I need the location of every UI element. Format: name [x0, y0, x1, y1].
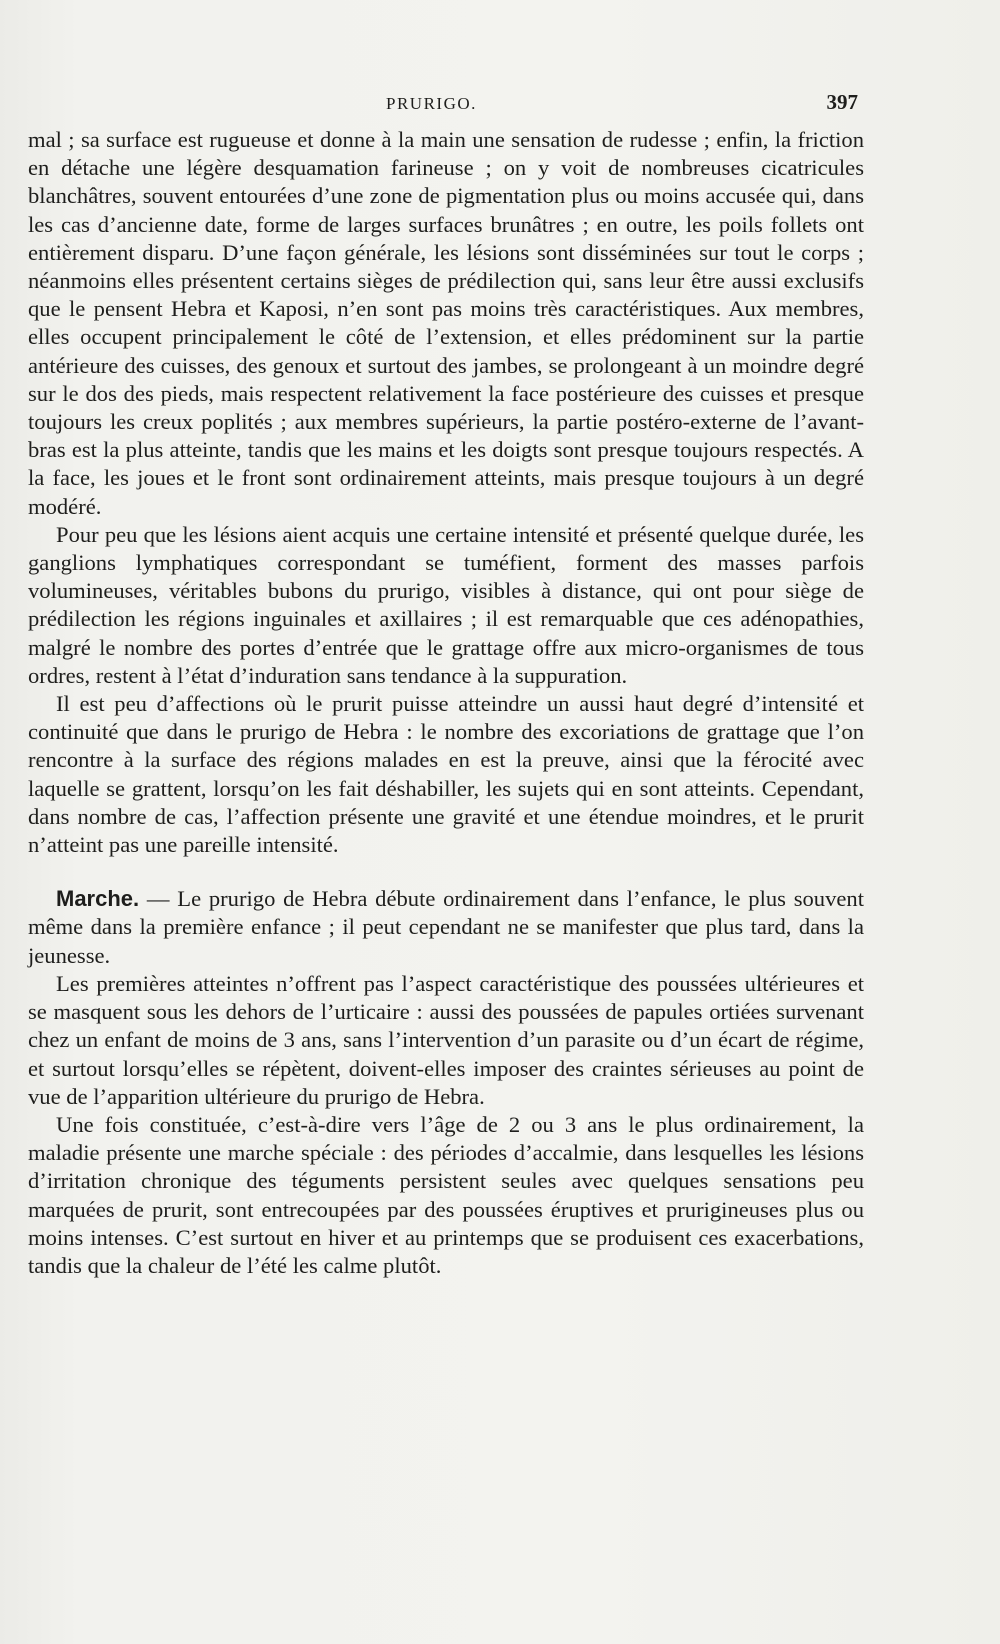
- paragraph-prurit: Il est peu d’affections où le prurit puisse atteindre un aussi haut degré d’intensité et continuité que dans le prurigo de Hebra : le nombre des excoriations de grattage que l’on rencontre à la surface des régions malades en est la preuve, ainsi que la férocité avec laquelle se grattent, lorsqu’on les fait déshabiller, les sujets qui en sont atteints. Cependant, dans nombre de cas, l’affection présente une gravité et une étendue moindres, et le prurit n’atteint pas une pareille intensité.: [28, 691, 864, 858]
- page-header: [30, 84, 860, 120]
- section-lead: — Le prurigo de Hebra débute ordinairement dans l’enfance, le plus souvent même dans la première enfance ; il peut cependant ne se manifester que plus tard, dans la jeunesse.: [28, 886, 864, 968]
- section-title: Marche.: [56, 886, 140, 912]
- paragraph-premieres-atteintes: Les premières atteintes n’offrent pas l’aspect caractéristique des poussées ultérieures et se masquent sous les dehors de l’urticaire : aussi des poussées de papules ortiées survenant chez un enfant de moins de 3 ans, sans l’intervention d’un parasite ou d’un écart de régime, et surtout lorsqu’elles se répètent, doivent-elles imposer des craintes sérieuses au point de vue de l’apparition ultérieure du prurigo de Hebra.: [28, 970, 864, 1109]
- page-body: [28, 126, 864, 1280]
- running-title: PRURIGO.: [386, 94, 477, 113]
- paragraph-ganglions: Pour peu que les lésions aient acquis une certaine intensité et présenté quelque durée, les ganglions lymphatiques correspondant se tuméfient, forment des masses parfois volumineuses, véritables bubons du prurigo, visibles à distance, qui ont pour siège de prédilection les régions inguinales et axillaires ; il est remarquable que ces adénopathies, malgré le nombre des portes d’entrée que le grattage offre aux micro-organismes de tous ordres, restent à l’état d’induration sans tendance à la suppuration.: [28, 521, 864, 688]
- paragraph-marche: [28, 885, 864, 970]
- paragraph-continuation: mal ; sa surface est rugueuse et donne à la main une sensation de rudesse ; enfin, la friction en détache une légère desquamation farineuse ; on y voit de nombreuses cicatricules blanchâtres, souvent entourées d’une zone de pigmentation plus ou moins accusée qui, dans les cas d’ancienne date, forme de larges surfaces brunâtres ; en outre, les poils follets ont entièrement disparu. D’une façon générale, les lésions sont disséminées sur tout le corps ; néanmoins elles présentent certains sièges de prédilection qui, sans leur être aussi exclusifs que le pensent Hebra et Kaposi, n’en sont pas moins très caractéristiques. Aux membres, elles occupent principalement le côté de l’extension, et elles prédominent sur la partie antérieure des cuisses, des genoux et surtout des jambes, se prolongeant à un moindre degré sur le dos des pieds, mais respectent relativement la face postérieure des cuisses et presque toujours les creux poplités ; aux membres supérieurs, la partie postéro-externe de l’avant-bras est la plus atteinte, tandis que les mains et les doigts sont presque toujours respectés. A la face, les joues et le front sont ordinairement atteints, mais presque toujours à un degré modéré.: [28, 127, 864, 519]
- page-number: 397: [826, 90, 858, 114]
- paragraph-evolution: Une fois constituée, c’est-à-dire vers l’âge de 2 ou 3 ans le plus ordinairement, la maladie présente une marche spéciale : des périodes d’accalmie, dans lesquelles les lésions d’irritation chronique des téguments persistent seules avec quelques sensations peu marquées de prurit, sont entrecoupées par des poussées éruptives et prurigineuses plus ou moins intenses. C’est surtout en hiver et au printemps que se produisent ces exacerbations, tandis que la chaleur de l’été les calme plutôt.: [28, 1111, 864, 1278]
